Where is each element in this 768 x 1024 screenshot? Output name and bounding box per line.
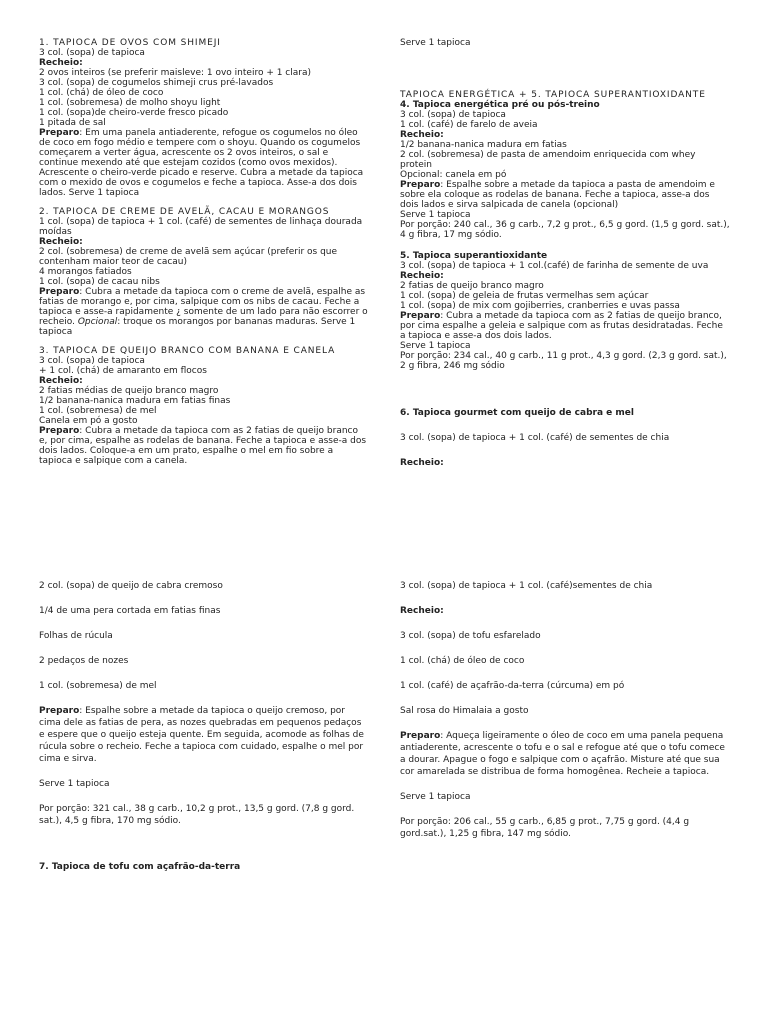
- ingredient: 2 col. (sobremesa) de creme de avelã sem açúcar (preferir os que contenham maior teor de cacau): [39, 247, 338, 267]
- recipe-title: 5. Tapioca superantioxidante: [400, 251, 548, 261]
- base-line: 3 col. (sopa) de tapioca: [400, 110, 506, 120]
- recipe-title: 4. Tapioca energética pré ou pós-treino: [400, 100, 600, 110]
- serve-line: Serve 1 tapioca: [400, 792, 471, 802]
- ingredient: 2 col. (sopa) de queijo de cabra cremoso: [39, 581, 223, 591]
- ingredient: 1 col. (sobremesa) de mel: [39, 406, 157, 416]
- ingredient: 1 col. (sobremesa) de molho shoyu light: [39, 98, 221, 108]
- ingredient: 2 col. (sobremesa) de pasta de amendoim enriquecida com whey protein: [400, 150, 696, 170]
- recheio-label: Recheio:: [39, 237, 83, 247]
- ingredient: Sal rosa do Himalaia a gosto: [400, 706, 529, 716]
- preparo-text: : Em uma panela antiaderente, refogue os cogumelos no óleo de coco em fogo médio e tempere com o shoyu. Quando os cogumelos começarem a verter água, acrescente os 2 ovos inteiros, o sal e continue mexendo até que estejam cozidos (como ovos mexidos). Acrescente o cheiro-verde picado e reserve. Cubra a metade da tapioca com o mexido de ovos e cogumelos e feche a tapioca. Asse-a dos dois lados. Serve 1 tapioca: [39, 128, 364, 198]
- recipe-2: [39, 207, 369, 337]
- ingredient: 1 col. (sopa) de geleia de frutas vermelhas sem açúcar: [400, 291, 649, 301]
- right-column-bottom: [400, 580, 730, 853]
- ingredient: 2 fatias de queijo branco magro: [400, 281, 544, 291]
- ingredient: 3 col. (sopa) de tofu esfarelado: [400, 631, 541, 641]
- preparo: [39, 705, 369, 765]
- recipe-title: 7. Tapioca de tofu com açafrão-da-terra: [39, 862, 241, 872]
- recipe-6: [400, 407, 730, 469]
- ingredient: 4 morangos fatiados: [39, 267, 132, 277]
- nutrition-line: Por porção: 240 cal., 36 g carb., 7,2 g prot., 6,5 g gord. (1,5 g gord. sat.), 4 g fibra, 17 mg sódio.: [400, 220, 730, 240]
- opcional-text: : troque os morangos por bananas maduras. Serve 1 tapioca: [39, 317, 356, 337]
- serve-line: Serve 1 tapioca: [400, 38, 471, 48]
- preparo: [39, 426, 369, 466]
- preparo-label: Preparo: [400, 731, 441, 741]
- recheio-label: Recheio:: [400, 458, 444, 468]
- ingredient: 1 col. (chá) de óleo de coco: [400, 656, 525, 666]
- base-line: 3 col. (sopa) de tapioca + 1 col. (café)sementes de chia: [400, 581, 653, 591]
- ingredient: 3 col. (sopa) de cogumelos shimeji crus pré-lavados: [39, 78, 274, 88]
- ingredient: Canela em pó a gosto: [39, 416, 138, 426]
- recipe-heading: 3. TAPIOCA DE QUEIJO BRANCO COM BANANA E CANELA: [39, 346, 336, 356]
- ingredient: 2 fatias médias de queijo branco magro: [39, 386, 219, 396]
- opcional-label: Opcional: [77, 317, 118, 327]
- recheio-label: Recheio:: [400, 606, 444, 616]
- ingredient: 1 col. (sopa) de cacau nibs: [39, 277, 160, 287]
- preparo: [39, 287, 369, 337]
- preparo-label: Preparo: [39, 287, 80, 297]
- serve-line: Serve 1 tapioca: [400, 341, 471, 351]
- preparo-label: Preparo: [39, 128, 80, 138]
- nutrition-line: Por porção: 206 cal., 55 g carb., 6,85 g prot., 7,75 g gord. (4,4 g gord.sat.), 1,25 g fibra, 147 mg sódio.: [400, 817, 690, 839]
- ingredient: Folhas de rúcula: [39, 631, 113, 641]
- recheio-label: Recheio:: [39, 376, 83, 386]
- recheio-label: Recheio:: [400, 271, 444, 281]
- ingredient: 1 pitada de sal: [39, 118, 106, 128]
- base-line: 3 col. (sopa) de tapioca: [39, 356, 145, 366]
- recipe-heading: 1. TAPIOCA DE OVOS COM SHIMEJI: [39, 38, 221, 48]
- recheio-label: Recheio:: [39, 58, 83, 68]
- left-column-top: [39, 38, 369, 466]
- left-column-bottom: [39, 580, 369, 840]
- ingredient: 1/4 de uma pera cortada em fatias finas: [39, 606, 221, 616]
- preparo-text: : Cubra a metade da tapioca com o creme de avelã, espalhe as fatias de morango e, por cima, salpique com os nibs de cacau. Feche a tapioca e asse-a rapidamente ¿ somente de um lado para não escorrer o recheio.: [39, 287, 368, 327]
- ingredient: 2 ovos inteiros (se preferir maisleve: 1 ovo inteiro + 1 clara): [39, 68, 311, 78]
- base-line: 1 col. (café) de farelo de aveia: [400, 120, 538, 130]
- right-column-top: [400, 38, 730, 482]
- recipe-4: [400, 100, 730, 240]
- preparo-label: Preparo: [400, 311, 441, 321]
- ingredient: 1 col. (sobremesa) de mel: [39, 681, 157, 691]
- preparo-label: Preparo: [39, 426, 80, 436]
- recipe-7: [39, 862, 369, 872]
- recheio-label: Recheio:: [400, 130, 444, 140]
- recipe-5: [400, 251, 730, 371]
- ingredient: 1 col. (chá) de óleo de coco: [39, 88, 164, 98]
- ingredient: 2 pedaços de nozes: [39, 656, 129, 666]
- ingredient: 1 col. (café) de açafrão-da-terra (cúrcuma) em pó: [400, 681, 625, 691]
- base-line: 3 col. (sopa) de tapioca + 1 col. (café) de sementes de chia: [400, 433, 670, 443]
- preparo: [39, 128, 369, 198]
- preparo: [400, 311, 730, 341]
- recipe-heading: 2. TAPIOCA DE CREME DE AVELÃ, CACAU E MORANGOS: [39, 207, 330, 217]
- preparo-text: : Espalhe sobre a metade da tapioca a pasta de amendoim e sobre ela coloque as rodelas de banana. Feche a tapioca, asse-a dos dois lados e sirva salpicada de canela (opcional): [400, 180, 715, 210]
- nutrition-line: Por porção: 321 cal., 38 g carb., 10,2 g prot., 13,5 g gord. (7,8 g gord. sat.), 4,5 g fibra, 170 mg sódio.: [39, 804, 355, 826]
- preparo-label: Preparo: [39, 706, 80, 716]
- ingredient: 1/2 banana-nanica madura em fatias finas: [39, 396, 231, 406]
- base-line: 3 col. (sopa) de tapioca: [39, 48, 145, 58]
- ingredient: 1/2 banana-nanica madura em fatias: [400, 140, 567, 150]
- preparo-text: : Cubra a metade da tapioca com as 2 fatias de queijo branco e, por cima, espalhe as rodelas de banana. Feche a tapioca e asse-a dos dois lados. Coloque-a em um prato, espalhe o mel em fio sobre a tapioca e salpique com a canela.: [39, 426, 367, 466]
- nutrition-line: Por porção: 234 cal., 40 g carb., 11 g prot., 4,3 g gord. (2,3 g gord. sat.), 2 g fibra, 246 mg sódio: [400, 351, 727, 371]
- base-line: + 1 col. (chá) de amaranto em flocos: [39, 366, 207, 376]
- recipe-title: 6. Tapioca gourmet com queijo de cabra e mel: [400, 408, 634, 418]
- base-line: 3 col. (sopa) de tapioca + 1 col.(café) de farinha de semente de uva: [400, 261, 709, 271]
- ingredient: 1 col. (sopa)de cheiro-verde fresco picado: [39, 108, 229, 118]
- recipe-1: [39, 38, 369, 198]
- base-line: 1 col. (sopa) de tapioca + 1 col. (café) de sementes de linhaça dourada moídas: [39, 217, 363, 237]
- preparo-text: : Aqueça ligeiramente o óleo de coco em uma panela pequena antiaderente, acrescente o tofu e o sal e refogue até que o tofu comece a dourar. Apague o fogo e salpique com o açafrão. Misture até que sua cor amarelada se distribua de forma homogênea. Recheie a tapioca.: [400, 731, 725, 777]
- preparo-text: : Cubra a metade da tapioca com as 2 fatias de queijo branco, por cima espalhe a geleia e salpique com as frutas desidratadas. Feche a tapioca e asse-a dos dois lados.: [400, 311, 723, 341]
- preparo-text: : Espalhe sobre a metade da tapioca o queijo cremoso, por cima dele as fatias de pera, as nozes quebradas em pequenos pedaços e espere que o queijo esteja quente. Em seguida, acomode as folhas de rúcula sobre o recheio. Feche a tapioca com cuidado, espalhe o mel por cima e sirva.: [39, 706, 364, 764]
- serve-line: Serve 1 tapioca: [39, 779, 110, 789]
- preparo: [400, 180, 730, 210]
- recipe-3: [39, 346, 369, 466]
- preparo-label: Preparo: [400, 180, 441, 190]
- section-heading: TAPIOCA ENERGÉTICA + 5. TAPIOCA SUPERANTIOXIDANTE: [400, 90, 706, 100]
- ingredient: Opcional: canela em pó: [400, 170, 507, 180]
- preparo: [400, 730, 730, 778]
- serve-line: Serve 1 tapioca: [400, 210, 471, 220]
- ingredient: 1 col. (sopa) de mix com gojiberries, cranberries e uvas passa: [400, 301, 680, 311]
